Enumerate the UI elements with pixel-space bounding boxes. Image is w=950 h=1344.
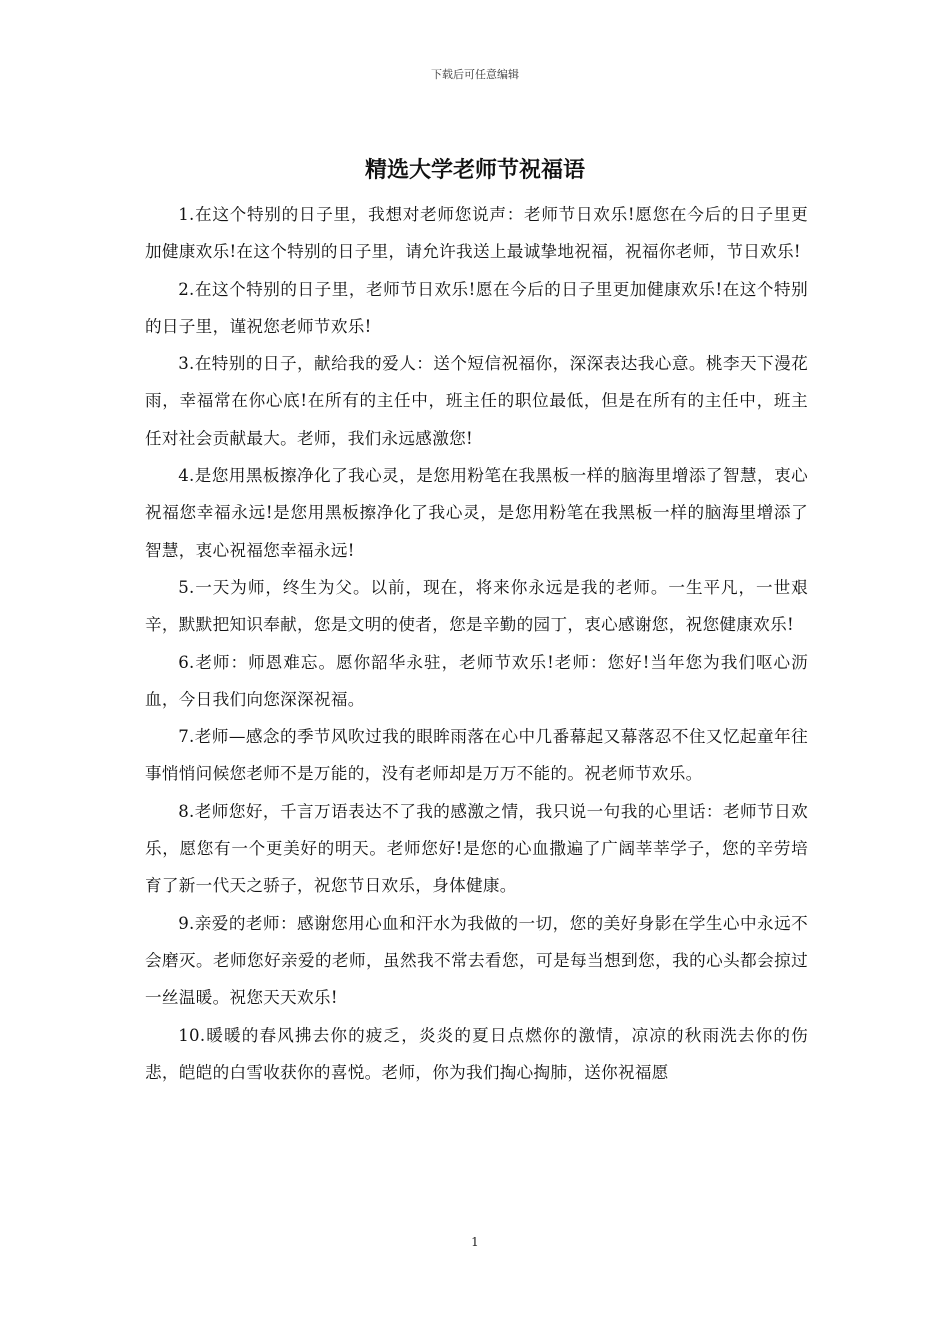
paragraph-10: 10.暖暖的春风拂去你的疲乏，炎炎的夏日点燃你的激情，凉凉的秋雨洗去你的伤悲，皑皑的白雪收获你的喜悦。老师，你为我们掏心掏肺，送你祝福愿 (145, 1025, 808, 1082)
page-number: 1 (471, 1235, 479, 1249)
paragraph-7: 7.老师—感念的季节风吹过我的眼眸雨落在心中几番幕起又幕落忍不住又忆起童年往事悄悄问候您老师不是万能的，没有老师却是万万不能的。祝老师节欢乐。 (145, 727, 808, 784)
paragraph-6: 6.老师：师恩难忘。愿你韶华永驻，老师节欢乐!老师：您好!当年您为我们呕心沥血，今日我们向您深深祝福。 (145, 652, 808, 709)
paragraph-1: 1.在这个特别的日子里，我想对老师您说声：老师节日欢乐!愿您在今后的日子里更加健康欢乐!在这个特别的日子里，请允许我送上最诚挚地祝福，祝福你老师，节日欢乐! (145, 205, 808, 262)
paragraph-3: 3.在特别的日子，献给我的爱人：送个短信祝福你，深深表达我心意。桃李天下漫花雨，幸福常在你心底!在所有的主任中，班主任的职位最低，但是在所有的主任中，班主任对社会贡献最大。老师，我们永远感激您! (145, 354, 808, 448)
paragraph-2: 2.在这个特别的日子里，老师节日欢乐!愿在今后的日子里更加健康欢乐!在这个特别的日子里，谨祝您老师节欢乐! (145, 279, 808, 336)
paragraph-9: 9.亲爱的老师：感谢您用心血和汗水为我做的一切，您的美好身影在学生心中永远不会磨灭。老师您好亲爱的老师，虽然我不常去看您，可是每当想到您，我的心头都会掠过一丝温暖。祝您天天欢乐! (145, 913, 808, 1008)
paragraph-5: 5.一天为师，终生为父。以前，现在，将来你永远是我的老师。一生平凡，一世艰辛，默默把知识奉献，您是文明的使者，您是辛勤的园丁，衷心感谢您，祝您健康欢乐! (145, 577, 808, 635)
paragraph-4: 4.是您用黑板擦净化了我心灵，是您用粉笔在我黑板一样的脑海里增添了智慧，衷心祝福您幸福永远!是您用黑板擦净化了我心灵，是您用粉笔在我黑板一样的脑海里增添了智慧，衷心祝福您幸福永远! (145, 466, 808, 560)
page-header: 下载后可任意编辑 (431, 68, 519, 81)
document-title: 精选大学老师节祝福语 (364, 157, 585, 183)
paragraph-8: 8.老师您好，千言万语表达不了我的感激之情，我只说一句我的心里话：老师节日欢乐，愿您有一个更美好的明天。老师您好!是您的心血撒遍了广阔莘莘学子，您的辛劳培育了新一代天之骄子，祝您节日欢乐，身体健康。 (145, 801, 808, 896)
document-body (145, 196, 808, 1091)
